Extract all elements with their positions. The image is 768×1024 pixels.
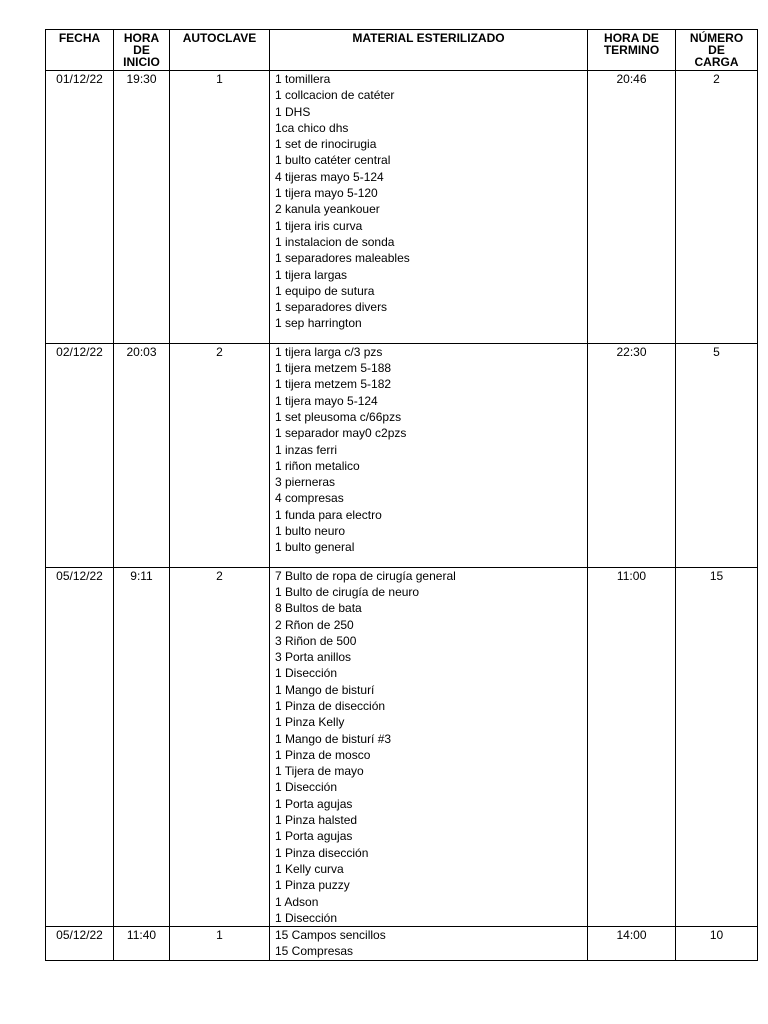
material-item: 1 Mango de bisturí #3 — [275, 731, 392, 746]
header-material: MATERIAL ESTERILIZADO — [270, 30, 588, 71]
material-item: 1 Tijera de mayo — [275, 764, 364, 779]
cell-material-list — [270, 71, 588, 344]
material-item: 1ca chico dhs — [275, 120, 349, 135]
material-item: 4 compresas — [275, 491, 344, 506]
sterilization-log-table — [45, 29, 758, 961]
cell-hora-termino: 11:00 — [588, 567, 676, 927]
material-item: 4 tijeras mayo 5-124 — [275, 169, 384, 184]
material-item: 1 separadores maleables — [275, 251, 410, 266]
cell-material-list — [270, 567, 588, 927]
cell-fecha: 02/12/22 — [46, 343, 114, 567]
material-item: 2 kanula yeankouer — [275, 202, 380, 217]
material-item: 1 Porta agujas — [275, 796, 353, 811]
material-item: 2 Rñon de 250 — [275, 617, 354, 632]
material-item: 1 Pinza halsted — [275, 813, 358, 828]
material-item: 1 Pinza disección — [275, 845, 369, 860]
cell-hora-inicio: 9:11 — [114, 567, 170, 927]
cell-autoclave: 1 — [170, 927, 270, 961]
table-row — [46, 343, 758, 567]
material-item: 1 Disección — [275, 666, 338, 681]
cell-fecha: 01/12/22 — [46, 71, 114, 344]
cell-material-list — [270, 927, 588, 961]
material-item: 15 Compresas — [275, 944, 354, 959]
cell-hora-inicio: 11:40 — [114, 927, 170, 961]
material-item: 1 set pleusoma c/66pzs — [275, 409, 402, 424]
material-item: 1 separadores divers — [275, 300, 388, 315]
material-item: 1 Pinza Kelly — [275, 715, 345, 730]
header-autoclave: AUTOCLAVE — [170, 30, 270, 71]
cell-fecha: 05/12/22 — [46, 927, 114, 961]
header-fecha: FECHA — [46, 30, 114, 71]
material-item: 1 Disección — [275, 780, 338, 795]
table-row — [46, 567, 758, 927]
cell-fecha: 05/12/22 — [46, 567, 114, 927]
material-item: 1 Porta agujas — [275, 829, 353, 844]
material-item: 1 Adson — [275, 894, 319, 909]
table-row — [46, 71, 758, 344]
material-item: 1 bulto general — [275, 540, 355, 555]
material-item: 1 tijera larga c/3 pzs — [275, 344, 383, 359]
cell-hora-termino: 14:00 — [588, 927, 676, 961]
material-item: 1 bulto catéter central — [275, 153, 391, 168]
cell-hora-inicio: 19:30 — [114, 71, 170, 344]
material-item: 1 Pinza puzzy — [275, 878, 350, 893]
material-item: 1 DHS — [275, 104, 311, 119]
cell-autoclave: 1 — [170, 71, 270, 344]
material-item: 1 tijera metzem 5-188 — [275, 361, 392, 376]
material-item: 1 bulto neuro — [275, 524, 346, 539]
table-row — [46, 927, 758, 961]
header-row — [46, 30, 758, 71]
material-item: 1 Kelly curva — [275, 861, 344, 876]
header-hora-inicio: HORA DE INICIO — [114, 30, 170, 71]
material-item: 15 Campos sencillos — [275, 928, 386, 943]
material-item: 3 pierneras — [275, 475, 336, 490]
material-item: 1 tijera largas — [275, 267, 348, 282]
material-item: 7 Bulto de ropa de cirugía general — [275, 568, 456, 583]
material-item: 1 collcacion de catéter — [275, 88, 395, 103]
cell-hora-termino: 20:46 — [588, 71, 676, 344]
material-item: 1 Disección — [275, 910, 338, 925]
material-item: 1 tijera iris curva — [275, 218, 363, 233]
material-item: 1 tomillera — [275, 72, 331, 86]
material-item: 1 funda para electro — [275, 507, 382, 522]
material-item: 1 tijera mayo 5-120 — [275, 186, 378, 201]
cell-autoclave: 2 — [170, 343, 270, 567]
material-item: 1 set de rinocirugia — [275, 137, 377, 152]
cell-numero-carga: 10 — [676, 927, 758, 961]
header-numero-carga: NÚMERO DE CARGA — [676, 30, 758, 71]
material-item: 1 Pinza de disección — [275, 698, 386, 713]
cell-autoclave: 2 — [170, 567, 270, 927]
material-item: 1 equipo de sutura — [275, 283, 375, 298]
material-item: 3 Porta anillos — [275, 650, 352, 665]
header-hora-termino: HORA DE TERMINO — [588, 30, 676, 71]
cell-numero-carga: 15 — [676, 567, 758, 927]
material-item: 1 inzas ferri — [275, 442, 338, 457]
material-item: 1 separador may0 c2pzs — [275, 426, 407, 441]
cell-numero-carga: 5 — [676, 343, 758, 567]
log-body — [46, 71, 758, 961]
material-item: 1 sep harrington — [275, 316, 362, 331]
material-item: 1 tijera mayo 5-124 — [275, 393, 378, 408]
material-item: 8 Bultos de bata — [275, 601, 362, 616]
cell-hora-inicio: 20:03 — [114, 343, 170, 567]
material-item: 1 Bulto de cirugía de neuro — [275, 584, 420, 599]
material-item: 1 instalacion de sonda — [275, 234, 395, 249]
material-item: 1 tijera metzem 5-182 — [275, 377, 392, 392]
cell-numero-carga: 2 — [676, 71, 758, 344]
material-item: 1 Mango de bisturí — [275, 682, 375, 697]
material-item: 1 riñon metalico — [275, 458, 360, 473]
cell-hora-termino: 22:30 — [588, 343, 676, 567]
cell-material-list — [270, 343, 588, 567]
material-item: 1 Pinza de mosco — [275, 747, 371, 762]
material-item: 3 Riñon de 500 — [275, 633, 357, 648]
